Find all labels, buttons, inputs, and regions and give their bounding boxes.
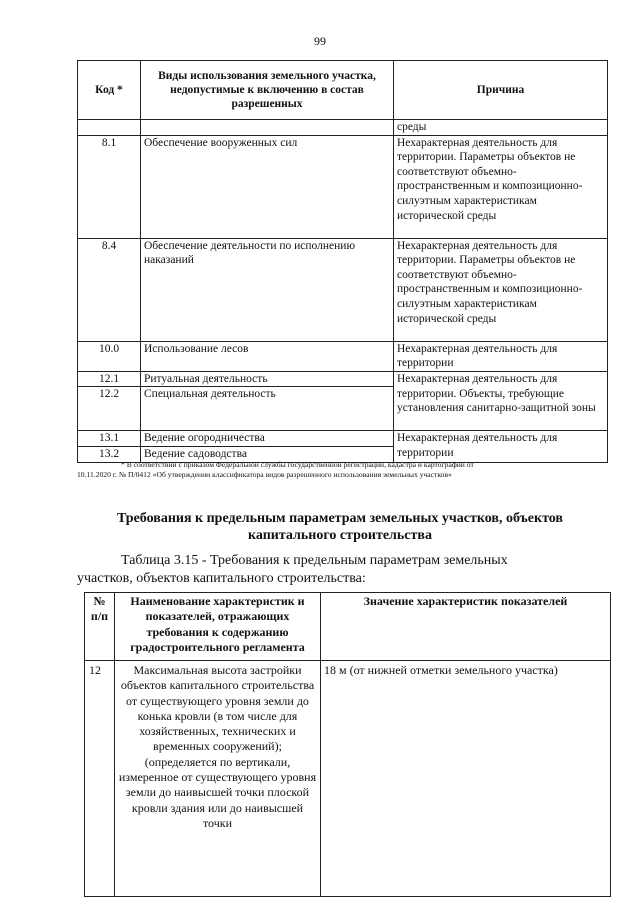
table-caption — [77, 552, 607, 588]
cell-empty — [78, 120, 141, 136]
table-row — [78, 431, 608, 447]
table-row — [78, 371, 608, 387]
cell-reason: Нехарактерная деятельность для — [394, 371, 608, 387]
cell-code: 12.2 — [78, 387, 141, 431]
parameters-table — [84, 592, 611, 897]
cell-code: 13.2 — [78, 446, 141, 462]
header-code: Код * — [78, 61, 141, 120]
header-reason: Причина — [394, 61, 608, 120]
footnote-line: * В соответствии с приказом Федеральной службы государственной регистрации, кадастра и картографии от — [121, 460, 474, 469]
header-num: № п/п — [85, 593, 115, 661]
page-number: 99 — [314, 34, 326, 48]
table-caption-line: Таблица 3.15 - Требования к предельным параметрам земельных — [121, 553, 508, 568]
footnote-line: 10.11.2020 г. № П/0412 «Об утверждении классификатора видов разрешенного использования земельных участков» — [77, 470, 452, 479]
section-heading: Требования к предельным параметрам земельных участков, объектов капитального строительства — [117, 511, 563, 543]
cell-code: 10.0 — [78, 341, 141, 371]
cell-num: 12 — [85, 661, 115, 897]
cell-code: 12.1 — [78, 371, 141, 387]
cell-code: 13.1 — [78, 431, 141, 447]
table-row — [78, 135, 608, 238]
table-row-continuation — [78, 120, 608, 136]
table-header-row — [78, 61, 608, 120]
cell-reason: Нехарактерная деятельность для — [394, 431, 608, 447]
cell-name: Максимальная высота застройки объектов капитального строительства от существующего уровня земли до конька кровли (в том числе для хозяйственных, технических и временных сооружений); (определяется по вертикали, измеренное от существующего уровня земли до наивысшей точки плоской кровли здания или до наивысшей точки — [115, 661, 321, 897]
cell-use: Ведение огородничества — [141, 431, 394, 447]
cell-value: 18 м (от нижней отметки земельного участка) — [321, 661, 611, 897]
table-caption-line: участков, объектов капитального строительства: — [77, 571, 366, 586]
header-value: Значение характеристик показателей — [321, 593, 611, 661]
table-row — [78, 387, 608, 431]
cell-reason: Нехарактерная деятельность для территории. Параметры объектов не соответствуют объемно-пространственным и композиционно-силуэтным характеристикам исторической среды — [394, 135, 608, 238]
table-row — [78, 341, 608, 371]
header-name: Наименование характеристик и показателей, отражающих требования к содержанию градостроительного регламента — [115, 593, 321, 661]
cell-reason: Нехарактерная деятельность для территории. Параметры объектов не соответствуют объемно-пространственным и композиционно-силуэтным характеристикам исторической среды — [394, 238, 608, 341]
cell-use: Обеспечение вооруженных сил — [141, 135, 394, 238]
cell-reason: территории. Объекты, требующие установления санитарно-защитной зоны — [394, 387, 608, 431]
cell-use: Обеспечение деятельности по исполнению наказаний — [141, 238, 394, 341]
cell-reason: Нехарактерная деятельность для территории — [394, 341, 608, 371]
cell-code: 8.4 — [78, 238, 141, 341]
cell-reason: среды — [394, 120, 608, 136]
cell-reason: территории — [394, 446, 608, 462]
cell-code: 8.1 — [78, 135, 141, 238]
table-header-row — [85, 593, 611, 661]
cell-use: Использование лесов — [141, 341, 394, 371]
cell-empty — [141, 120, 394, 136]
header-use: Виды использования земельного участка, недопустимые к включению в состав разрешенных — [141, 61, 394, 120]
cell-use: Ритуальная деятельность — [141, 371, 394, 387]
table-row — [85, 661, 611, 897]
footnote — [77, 460, 607, 480]
cell-use: Специальная деятельность — [141, 387, 394, 431]
table-row — [78, 238, 608, 341]
prohibited-uses-table — [77, 60, 608, 463]
cell-use: Ведение садоводства — [141, 446, 394, 462]
